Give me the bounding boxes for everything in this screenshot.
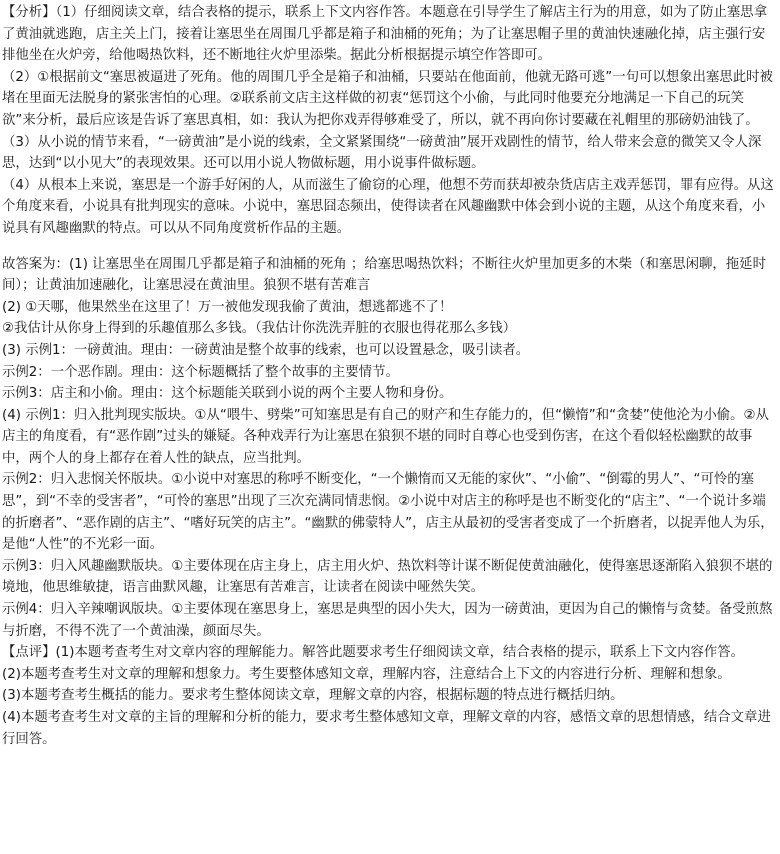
comment-3: (3)本题考查考生概括的能力。要求考生整体阅读文章，理解文章的内容，根据标题的特点进行概括归纳。	[2, 688, 624, 704]
comment-1: 【点评】(1)本题考查考生对文章内容的理解能力。解答此题要求考生仔细阅读文章，结合表格的提示，联系上下文内容作答。	[2, 645, 745, 661]
section-spacer	[2, 240, 774, 254]
comment-4: (4)本题考查考生对文章的主旨的理解和分析的能力，要求考生整体感知文章，理解文章的内容，感悟文章的思想情感，结合文章进行回答。	[2, 710, 771, 747]
answer-3a: (3) 示例1：一磅黄油。理由：一磅黄油是整个故事的线索，也可以设置悬念，吸引读者。	[2, 342, 530, 358]
answer-4c: 示例3：归入风趣幽默版块。①主要体现在店主身上，店主用火炉、热饮料等计谋不断促使黄油融化，使得塞思逐渐陷入狼狈不堪的境地，他思维敏捷，语言曲默风趣，让塞思有苦难言，让读者在阅读中哑然失笑。	[2, 558, 773, 596]
analysis-paragraph-3: （3）从小说的情节来看，“一磅黄油”是小说的线索，全文紧紧围绕“一磅黄油”展开戏剧性的情节，给人带来会意的微笑又令人深思，达到“以小见大”的表现效果。还可以用小说人物做标题，用小说事件做标题。	[2, 134, 762, 172]
answer-2a: (2) ①天哪，他果然坐在这里了！万一被他发现我偷了黄油，想逃都逃不了！	[2, 299, 453, 315]
answer-4b: 示例2：归入悲悯关怀版块。①小说中对塞思的称呼不断变化，“一个懒惰而又无能的家伙”、“小偷”、“倒霉的男人”、“可怜的塞思”，到“不幸的受害者”，“可怜的塞思”出现了三次充满同情悲悯。②小说中对店主的称呼是也不断变化的“店主”、“一个说计多端的折磨者”、“恶作剧的店主”、“嗜好玩笑的店主”。“幽默的佛蒙特人”，店主从最初的受害者变成了一个折磨者，以捉弄他人为乐，是他“人性”的不光彩一面。	[2, 472, 774, 553]
answer-3b: 示例2：一个恶作剧。理由：这个标题概括了整个故事的主要情节。	[2, 364, 399, 380]
analysis-section	[2, 2, 774, 240]
answer-4a: (4) 示例1：归入批判现实版块。①从“喂牛、劈柴”可知塞思是有自己的财产和生存能力的，但“懒惰”和“贪婪”使他沦为小偷。②从店主的角度看，有“恶作剧”过头的嫌疑。各种戏弄行为让塞思在狼狈不堪的同时自尊心也受到伤害，在这个看似轻松幽默的故事中，两个人的身上都存在着人性的缺点，应当批判。	[2, 407, 769, 466]
analysis-paragraph-2: （2）①根据前文“塞思被逼进了死角。他的周围几乎全是箱子和油桶，只要站在他面前，他就无路可逃”一句可以想象出塞思此时被堵在里面无法脱身的紧张害怕的心理。②联系前文店主这样做的初衷“惩罚这个小偷，与此同时他要充分地满足一下自己的玩笑欲”来分析，最后应该是告诉了塞思真相，如：我认为把你戏弄得够难受了，所以，就不再向你讨要藏在礼帽里的那磅奶油钱了。	[2, 69, 773, 128]
answer-3c: 示例3：店主和小偷。理由：这个标题能关联到小说的两个主要人物和身份。	[2, 386, 453, 402]
comment-2: (2)本题考查考生对文章的理解和想象力。考生要整体感知文章，理解内容，注意结合上下文的内容进行分析、理解和想象。	[2, 666, 731, 682]
answer-section	[2, 254, 774, 643]
analysis-paragraph-1: 【分析】（1）仔细阅读文章，结合表格的提示，联系上下文内容作答。本题意在引导学生了解店主行为的用意，如为了防止塞思拿了黄油就逃跑，店主关上门，接着让塞思坐在周围几乎都是箱子和油桶的死角；为了让塞思帽子里的黄油快速融化掉，店主强行安排他坐在火炉旁，给他喝热饮料，还不断地往火炉里添柴。据此分析根据提示填空作答即可。	[2, 5, 768, 64]
comment-section	[2, 642, 774, 750]
answer-2b: ②我估计从你身上得到的乐趣值那么多钱。（我估计你洗洗弄脏的衣服也得花那么多钱）	[2, 321, 517, 337]
answer-4d: 示例4：归入辛辣嘲讽版块。①主要体现在塞思身上，塞思是典型的因小失大，因为一磅黄油，更因为自己的懒惰与贪婪。备受煎熬与折磨，不得不洗了一个黄油澡，颜面尽失。	[2, 602, 773, 639]
answer-1: 故答案为：(1) 让塞思坐在周围几乎都是箱子和油桶的死角 ；给塞思喝热饮料；不断往火炉里加更多的木柴（和塞思闲聊，拖延时间）；让黄油加速融化，让塞思浸在黄油里。狼狈不堪有苦难言	[2, 256, 766, 294]
analysis-paragraph-4: （4）从根本上来说，塞思是一个游手好闲的人，从而滋生了偷窃的心理，他想不劳而获却被杂货店店主戏弄惩罚，罪有应得。从这个角度来看，小说具有批判现实的意味。小说中，塞思囧态频出，使得读者在风趣幽默中体会到小说的主题，从这个角度来看，小说具有风趣幽默的特点。可以从不同角度赏析作品的主题。	[2, 177, 774, 236]
